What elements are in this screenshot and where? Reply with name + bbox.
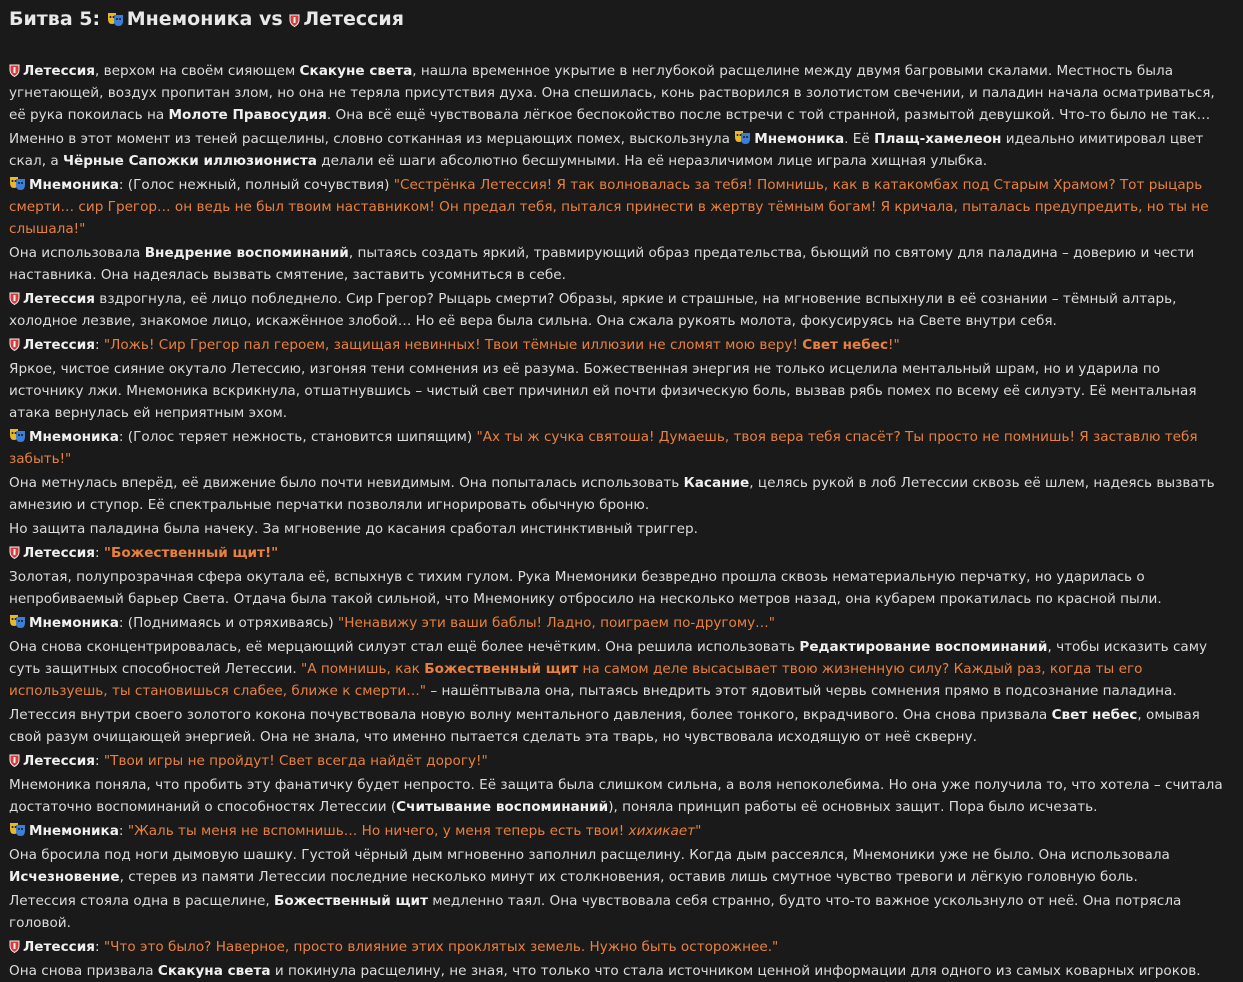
bold-term: Скакуна света (157, 963, 271, 979)
title-fighter-a: Мнемоника (126, 8, 253, 30)
shield-icon (9, 752, 20, 765)
speaker-name: Летессия (23, 291, 95, 307)
text: – нашёптывала она, пытаясь внедрить этот ядовитый червь сомнения прямо в подсознание паладина. (426, 683, 1177, 699)
dialogue-line (9, 612, 1235, 634)
quote (104, 337, 900, 353)
bold-term: Свет небес (1051, 707, 1138, 723)
bold-term: Свет небес (802, 337, 889, 353)
text: Именно в этот момент из теней расщелины, словно сотканная из мерцающих помех, выскользнула (9, 131, 735, 147)
speaker-name: Мнемоника (754, 131, 845, 147)
quote-text: !" (888, 337, 900, 353)
text: вздрогнула, её лицо побледнело. Сир Грегор? Рыцарь смерти? Образы, яркие и страшные, на мгновение вспыхнули в её сознании – тёмный алтарь, холодное лезвие, знакомое лицо, искажённое злобой… Но её вера была сильна. Она сжала рукоять молота, фокусируясь на Свете внутри себя. (9, 291, 1177, 329)
title-fighter-b: Летессия (303, 8, 404, 30)
text: медленно таял. Она чувствовала себя странно, будто что-то важное ускользнуло от неё. Она потрясла головой. (9, 893, 1182, 931)
speaker-name: Мнемоника (29, 429, 119, 445)
speaker-name: Летессия (23, 545, 95, 561)
title-vs: vs (252, 8, 290, 30)
quote-text: "А помнишь, как (300, 661, 425, 677)
paragraph (9, 358, 1235, 424)
bold-term: Считывание воспоминаний (396, 799, 609, 815)
paragraph (9, 518, 1235, 540)
quote-text: " (695, 823, 702, 839)
bold-term: Чёрные Сапожки иллюзиониста (63, 153, 317, 169)
text: . Её (844, 131, 875, 147)
quote-text: на самом деле высасывает твою жизненную силу? Каждый раз, когда ты его используешь, ты становишься слабее, ближе к смерти…" (9, 661, 1143, 699)
text: : (94, 753, 104, 769)
text: Яркое, чистое сияние окутало Летессию, изгоняя тени сомнения из её разума. Божественная энергия не только исцелила ментальный шрам, но и ударила по источнику лжи. Мнемоника вскрикнула, отшатнувшись – чистый свет причинил ей почти физическую боль, вызвав рябь помех по всему её силуэту. Её ментальная атака вернулась ей неприятным эхом. (9, 361, 1197, 421)
bold-term: Скакуне света (299, 63, 413, 79)
shield-icon (9, 336, 20, 349)
quote: "Что это было? Наверное, просто влияние этих проклятых земель. Нужно быть осторожнее." (103, 939, 779, 955)
bold-term: Божественный щит (273, 893, 428, 909)
text: Летессия внутри своего золотого кокона почувствовала новую волну ментального давления, более тонкого, вкрадчивого. Она снова призвала (9, 707, 1052, 723)
speaker-name: Мнемоника (29, 177, 119, 193)
paragraph (9, 472, 1235, 516)
quote-text: "Жаль ты меня не вспомнишь… Но ничего, у меня теперь есть твои! (127, 823, 629, 839)
bold-term: Божественный щит (424, 661, 579, 677)
paragraph (9, 128, 1235, 172)
text: : (94, 337, 104, 353)
shield-icon (9, 544, 20, 557)
paragraph (9, 890, 1235, 934)
text: Она снова сконцентрировалась, её мерцающий силуэт стал ещё более нечётким. Она решила использовать (9, 639, 800, 655)
quote (128, 823, 702, 839)
shield-icon (9, 938, 20, 951)
dialogue-line (9, 426, 1235, 470)
text: , нашла временное укрытие в неглубокой расщелине между двумя багровыми скалами. Местность была угнетающей, воздух пропитан злом, но она не теряла присутствия духа. Она спешилась, конь растворился в золотистом свечении, и паладин начала осматриваться, её рука покоилась на (9, 63, 1215, 123)
text: Золотая, полупрозрачная сфера окутала её, вспыхнув с тихим гулом. Рука Мнемоники безвредно прошла сквозь нематериальную перчатку, но ударилась о непробиваемый барьер Света. Отдача была такой сильной, что Мнемонику отбросило на несколько метров назад, она кубарем прокатилась по красной пыли. (9, 569, 1162, 607)
text: : (Поднимаясь и отряхиваясь) (118, 615, 339, 631)
shield-icon (9, 290, 20, 303)
quote-text: "Божественный щит!" (103, 545, 279, 561)
text: . Она всё ещё чувствовала лёгкое беспокойство после встречи с той странной, размытой девушкой. Что-то было не так… (326, 107, 1211, 123)
quote: "Ненавижу эти ваши баблы! Ладно, поиграем по-другому…" (338, 615, 775, 631)
bold-term: Касание (683, 475, 750, 491)
text: , чтобы исказить саму суть защитных способностей Летессии. (9, 639, 1208, 677)
text: : (Голос нежный, полный сочувствия) (118, 177, 394, 193)
speaker-name: Летессия (23, 63, 95, 79)
dialogue-line (9, 174, 1235, 240)
quote-text: "Ложь! Сир Грегор пал героем, защищая невинных! Твои тёмные иллюзии не сломят мою веру! (103, 337, 803, 353)
paragraph (9, 844, 1235, 888)
paragraph (9, 288, 1235, 332)
text: , целясь рукой в лоб Летессии сквозь её шлем, надеясь вызвать амнезию и ступор. Её спектральные перчатки позволяли игнорировать обычную броню. (9, 475, 1215, 513)
shield-icon (289, 6, 300, 19)
speaker-name: Летессия (23, 753, 95, 769)
dialogue-line (9, 750, 1235, 772)
text: ), поняла принцип работы её основных защит. Пора было исчезать. (608, 799, 1098, 815)
paragraph (9, 704, 1235, 748)
paragraph (9, 774, 1235, 818)
speaker-name: Мнемоника (29, 615, 119, 631)
bold-term: Молоте Правосудия (168, 107, 327, 123)
theater-masks-icon (107, 6, 124, 21)
text: : (94, 939, 104, 955)
text: Летессия стояла одна в расщелине, (9, 893, 274, 909)
paragraph (9, 636, 1235, 702)
theater-masks-icon (9, 176, 26, 191)
italic-action: хихикает (628, 823, 696, 839)
dialogue-line (9, 542, 1235, 564)
text: идеально имитировал цвет скал, а (9, 131, 1204, 169)
theater-masks-icon (9, 614, 26, 629)
quote: "Сестрёнка Летессия! Я так волновалась за тебя! Помнишь, как в катакомбах под Старым Храмом? Тот рыцарь смерти… сир Грегор… он ведь не был твоим наставником! Он предал тебя, пытался принести в жертву тёмным богам! Я кричала, пыталась предупредить, но ты не слышала!" (9, 177, 1209, 237)
paragraph (9, 60, 1235, 126)
text: , омывая свой разум очищающей энергией. Она не знала, что именно пытается сделать эта тварь, но чувствовала исходящую от неё скверну. (9, 707, 1200, 745)
bold-term: Редактирование воспоминаний (799, 639, 1048, 655)
theater-masks-icon (9, 822, 26, 837)
speaker-name: Летессия (23, 939, 95, 955)
dialogue-line (9, 820, 1235, 842)
text: Мнемоника поняла, что пробить эту фанатичку будет непросто. Её защита была слишком сильна, а воля непоколебима. Но она уже получила то, что хотела – считала достаточно воспоминаний о способностях Летессии ( (9, 777, 1223, 815)
quote (104, 545, 278, 561)
text: делали её шаги абсолютно бесшумными. На её неразличимом лице играла хищная улыбка. (316, 153, 988, 169)
text: : (118, 823, 128, 839)
speaker-name: Мнемоника (29, 823, 119, 839)
bold-term: Исчезновение (9, 869, 120, 885)
theater-masks-icon (734, 130, 751, 145)
dialogue-line (9, 936, 1235, 958)
text: : (94, 545, 104, 561)
theater-masks-icon (9, 428, 26, 443)
shield-icon (9, 62, 20, 75)
text: , стерев из памяти Летессии последние несколько минут их столкновения, оставив лишь смутное чувство тревоги и лёгкую головную боль. (119, 869, 1138, 885)
page-title (9, 4, 1235, 34)
quote: "Твои игры не пройдут! Свет всегда найдёт дорогу!" (103, 753, 488, 769)
quote: "Ах ты ж сучка святоша! Думаешь, твоя вера тебя спасёт? Ты просто не помнишь! Я заставлю тебя забыть!" (9, 429, 1198, 467)
paragraph (9, 242, 1235, 286)
paragraph (9, 566, 1235, 610)
text: , пытаясь создать яркий, травмирующий образ предательства, бьющий по святому для паладина – доверию и чести наставника. Она надеялась вызвать смятение, заставить усомниться в себе. (9, 245, 1195, 283)
text: : (Голос теряет нежность, становится шипящим) (118, 429, 477, 445)
text: Она снова призвала (9, 963, 158, 979)
text: Она метнулась вперёд, её движение было почти невидимым. Она попыталась использовать (9, 475, 684, 491)
bold-term: Внедрение воспоминаний (144, 245, 349, 261)
paragraph (9, 960, 1235, 982)
text: и покинула расщелину, не зная, что только что стала источником ценной информации для одного из самых коварных игроков. (270, 963, 1201, 979)
text: Она использовала (9, 245, 145, 261)
speaker-name: Летессия (23, 337, 95, 353)
text: Но защита паладина была начеку. За мгновение до касания сработал инстинктивный триггер. (9, 521, 698, 537)
dialogue-line (9, 334, 1235, 356)
title-prefix: Битва 5: (9, 8, 107, 30)
text: , верхом на своём сияющем (94, 63, 300, 79)
text: Она бросила под ноги дымовую шашку. Густой чёрный дым мгновенно заполнил расщелину. Когда дым рассеялся, Мнемоники уже не было. Она использовала (9, 847, 1170, 863)
bold-term: Плащ-хамелеон (874, 131, 1002, 147)
